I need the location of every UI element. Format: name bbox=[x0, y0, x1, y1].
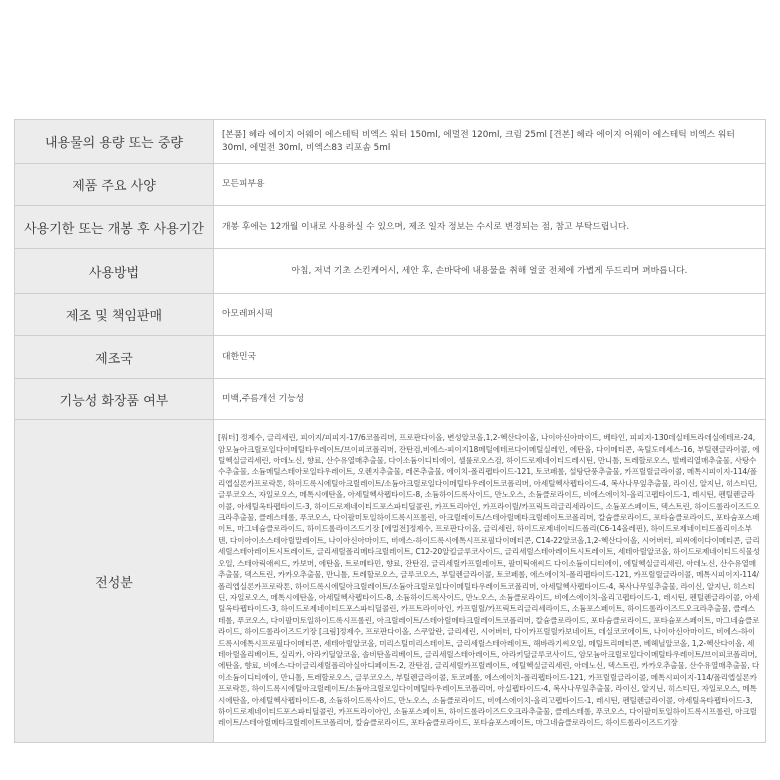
table-row bbox=[15, 206, 766, 249]
table-row bbox=[15, 164, 766, 206]
row-value-capacity: [본품] 헤라 에이지 어웨이 에스테틱 비엑스 워터 150ml, 에멀전 120ml, 크림 25ml [견본] 헤라 에이지 어웨이 에스테틱 비엑스 워터 30ml, 에멀전 30ml, 비엑스83 리포솜 5ml bbox=[214, 120, 766, 164]
row-value-spec: 모든피부용 bbox=[214, 164, 766, 206]
table-row bbox=[15, 420, 766, 743]
row-label-expiry: 사용기한 또는 개봉 후 사용기간 bbox=[15, 206, 214, 249]
row-label-country: 제조국 bbox=[15, 336, 214, 379]
table-row bbox=[15, 249, 766, 294]
table-row bbox=[15, 379, 766, 420]
table-row bbox=[15, 336, 766, 379]
row-label-manufacturer: 제조 및 책임판매 bbox=[15, 294, 214, 336]
row-value-functional: 미백,주름개선 기능성 bbox=[214, 379, 766, 420]
row-value-ingredients: [워터] 정제수, 글리세린, 피이지/피피지-17/6코폴리머, 프로판다이올, 변성알코올,1,2-헥산다이올, 나이아신아마이드, 베타인, 피피지-130데실테트라데실에테르-24, 암모늄아크릴로일다이메틸타우레이트/브이피코폴리머, 잔탄검,비에스-피이지18메틸에테르다이메틸실레인, 에탄올, 다이메티콘, 옥틸도데세스-16, 부틸렌글라이콜, 에틸헥실글리세린, 아데노신, 향료, 산수유열매추출물, 다이소듐이디티에이, 셀룰로오스검, 하이드로제네이티드레시틴, 만니톨, 트레할로오스, 빌베리열매추출물, 사탕수수추출물, 소듐메틸스테아로일타우레이트, 오렌지추출물, 레몬추출물, 에이치-폴리펩타이드-121, 토코페롤, 설탕단풍추출물, 카프릴릴글라이콜, 메톡시피이지-114/폴리엡실론카프로락톤, 하이드록시에틸아크릴레이트/소듐아크릴로일다이메틸타우레이트코폴리머, 아세틸헥사펩타이드-4, 복사나무잎추출물, 라이신, 알지닌, 히스티딘, 글루코오스, 자일로오스, 메톡시에탄올, 아세틸헥사펩타이드-8, 소듐하이드록사이드, 만노오스, 소듐클로라이드, 비에스에이치-올리고펩타이드-1, 레시틴, 펜틸렌글라이콜, 아세틸옥타펩타이드-3, 하이드로제네이티드포스파티딜콜린, 카프트리아인, 카프라이릴/카프릭트리글리세라이드, 소듐포스페이트, 덱스트린, 하이드롤라이즈드오크라추출물, 클레스테롤, 푸코오스, 다이팔미토일하이드록시프롤린, 아크릴레이트/스테아릴메타크릴레이트코폴리머, 칼슘클로라이드, 포타슘클로라이드, 포타슘포스페이트, 마그네슘클로라이드, 하이드롤라이즈드기장 [에멀전]정제수, 프로판다이올, 글리세린, 하이드로제네이티드폴리(C6-14올레핀), 하이드로제네이티드폴리이소부텐, 다이아이소스테아릴말레이트, 나이아신아마이드, 비에스-하이드록시에톡시프로필다이메티콘, C14-22알코올,1,2-헥산다이올, 시어버터, 피씨에이다이메티콘, 글리세릴스테아레이트시트레이트, 글리세릴폴리메타크릴레이트, C12-20알킬글루코사이드, 글리세릴스테아레이트시트레이트, 세테아릴알코올, 하이드로제네이티드식물성오일, 스테아릭애씨드, 카보머, 에탄올, 트로메타민, 향료, 잔탄검, 글리세릴카프릴레이트, 팔미틱애씨드 다이소듐이디티에이, 에틸헥실글리세린, 아데노신, 산수유열매추출물, 덱스트린, 카카오추출물, 만니톨, 트레할로오스, 글루코오스, 부틸렌글라이콜, 토코페롤, 에스에이치-폴리펩타이드-121, 카프릴릴글라이콜, 메톡시피이지-114/폴리엡실론카프로락톤, 하이드록시에틸아크릴레이트/소듐아크릴로일다이메틸타우레이트코폴리머, 아세틸헥사펩타이드-4, 복사나무잎추출물, 라이신, 알지닌, 히스티딘, 자일로오스, 메톡시에탄올, 아세틸헥사펩타이드-8, 소듐하이드록사이드, 만노오스, 소듐클로라이드, 비에스에이치-올리고펩타이드-1, 레시틴, 펜틸렌글라이콜, 아세틸옥타펩타이드-3, 하이드로제네이티드포스파티딜콜린, 카프트라이아인, 카프릴릴/카프릭트리글리세라이드, 소듐포스페이트, 하이드롤라이즈드오크라추출물, 클레스테롤, 푸코오스, 다이팔미토일하이드록시프롤린, 아크릴레이트/스테아릴메타크릴레이트코폴리머, 칼슘클로라이드, 포타슘클로라이드, 포타슘포스페이트, 마그네슘클로라이드, 하이드롤라이즈드기장 [크림]정제수, 프로판다이올, 스쿠알란, 글리세린, 시어버터, 다이카프릴릴카보네이트, 데실코코에이트, 나이아신아마이드, 비에스-하이드록시에톡시프로필다이메티콘, 세테아릴알코올, 미리스틸미리스테이트, 글리세릴스테아레이트, 해바라기씨오일, 메틸트리메티콘, 베헤닐알코올, 1,2-헥산다이올, 세테아릴올리베이트, 실리카, 아라키딜알코올, 솔비탄올리베이트, 글리세릴스테아레이트, 아라키딜글루코사이드, 암모늄아크릴로일다이메틸타우레이트/브이피코폴리머, 에탄올, 향료, 비에스-다이글리세릴폴리아실아디페이트-2, 잔탄검, 글리세릴카프릴레이트, 에틸헥실글리세린, 아데노신, 덱스트린, 카카오추출물, 산수유열매추출물, 다이소듐이디티에이, 만니톨, 트레할로오스, 글루코오스, 부틸렌글라이콜, 토코페롤, 에스에이치-폴리펩타이드-121, 카프릴릴글라이콜, 메톡시피이지-114/폴리엡실론카프로락톤, 하이드록시에틸아크릴레이트/소듐아크릴로일다이메틸타우레이트코폴리머, 아실펩타이드-4, 복사나무잎추출물, 라이신, 알지닌, 히스티딘, 자일로오스, 메톡시에탄올, 아세틸헥사펩타이드-8, 소듐하이드록사이드, 만노오스, 소듐클로라이드, 비에스에이치-올리고펩타이드-1, 레시틴, 펜틸렌글라이콜, 아세틸옥타펩타이드-3, 하이드로제네이티드포스파티딜콜린, 카프트라이아인, 소듐포스페이트, 하이드롤라이즈드오크라추출물, 클레스테롤, 푸코오스, 다이팔미토일하이드록시프롤린, 아크릴레이트/스테아릴메타크릴레이트코폴리머, 칼슘클로라이드, 포타슘클로라이드, 포타슘포스페이트, 마그네슘클로라이드, 하이드롤라이즈드기장 bbox=[214, 420, 766, 743]
table-row bbox=[15, 294, 766, 336]
row-value-usage: 아침, 저녁 기초 스킨케어시, 세안 후, 손바닥에 내용물을 취해 얼굴 전체에 가볍게 두드리며 펴바릅니다. bbox=[214, 249, 766, 294]
table-row bbox=[15, 120, 766, 164]
row-value-country: 대한민국 bbox=[214, 336, 766, 379]
row-label-ingredients: 전성분 bbox=[15, 420, 214, 743]
product-info-table bbox=[14, 119, 766, 743]
row-label-usage: 사용방법 bbox=[15, 249, 214, 294]
row-value-expiry: 개봉 후에는 12개월 이내로 사용하실 수 있으며, 제조 일자 정보는 수시로 변경되는 점, 참고 부탁드립니다. bbox=[214, 206, 766, 249]
row-label-functional: 기능성 화장품 여부 bbox=[15, 379, 214, 420]
row-value-manufacturer: 아모레퍼시픽 bbox=[214, 294, 766, 336]
row-label-capacity: 내용물의 용량 또는 중량 bbox=[15, 120, 214, 164]
row-label-spec: 제품 주요 사양 bbox=[15, 164, 214, 206]
